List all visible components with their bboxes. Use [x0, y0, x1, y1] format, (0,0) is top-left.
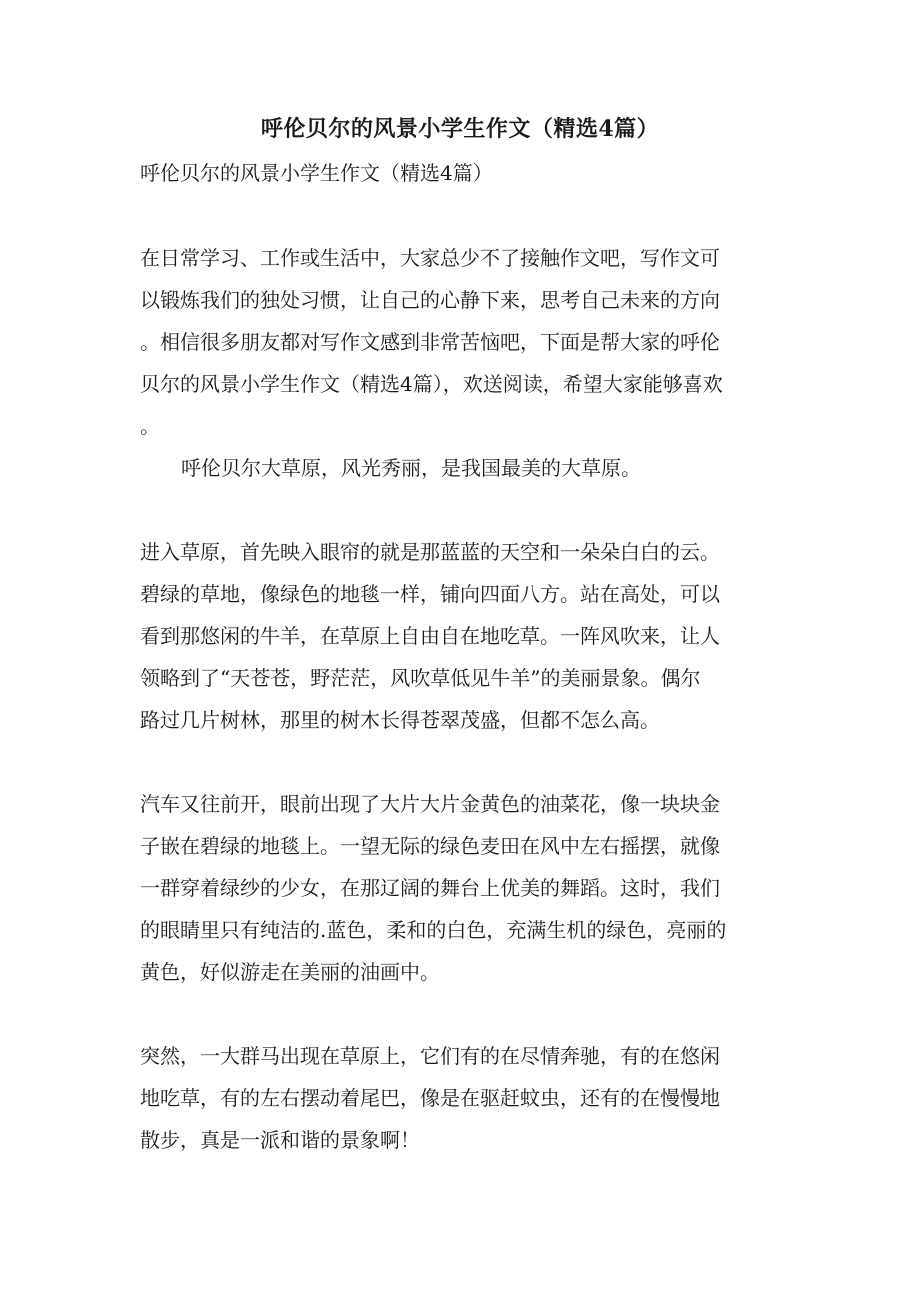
paragraph-1	[140, 447, 780, 489]
intro-line: 在日常学习、工作或生活中，大家总少不了接触作文吧，写作文可	[140, 246, 720, 270]
paragraph-line: 呼伦贝尔大草原，风光秀丽，是我国最美的大草原。	[181, 456, 641, 480]
paragraph-3	[140, 783, 780, 993]
intro-line: 。相信很多朋友都对写作文感到非常苦恼吧，下面是帮大家的呼伦	[140, 330, 720, 354]
intro-paragraph	[140, 237, 780, 447]
intro-line: 。	[140, 414, 160, 438]
paragraph-line: 看到那悠闲的牛羊，在草原上自由自在地吃草。一阵风吹来，让人	[140, 624, 720, 648]
paragraph-line: 散步，真是一派和谐的景象啊！	[140, 1128, 420, 1152]
paragraph-line: 的眼睛里只有纯洁的.蓝色，柔和的白色，充满生机的绿色，亮丽的	[140, 918, 727, 942]
paragraph-line: 子嵌在碧绿的地毯上。一望无际的绿色麦田在风中左右摇摆，就像	[140, 834, 720, 858]
paragraph-line: 汽车又往前开，眼前出现了大片大片金黄色的油菜花，像一块块金	[140, 792, 720, 816]
document-title: 呼伦贝尔的风景小学生作文（精选4篇）	[260, 116, 660, 142]
paragraph-line: 领略到了“天苍苍，野茫茫，风吹草低见牛羊”的美丽景象。偶尔	[140, 666, 701, 690]
paragraph-line: 地吃草，有的左右摆动着尾巴，像是在驱赶蚊虫，还有的在慢慢地	[140, 1086, 720, 1110]
intro-line: 以锻炼我们的独处习惯，让自己的心静下来，思考自己未来的方向	[140, 288, 720, 312]
paragraph-2	[140, 531, 780, 741]
paragraph-line: 路过几片树林，那里的树木长得苍翠茂盛，但都不怎么高。	[140, 708, 660, 732]
paragraph-line: 黄色，好似游走在美丽的油画中。	[140, 960, 440, 984]
paragraph-line: 突然，一大群马出现在草原上，它们有的在尽情奔驰，有的在悠闲	[140, 1044, 720, 1068]
paragraph-line: 一群穿着绿纱的少女，在那辽阔的舞台上优美的舞蹈。这时，我们	[140, 876, 720, 900]
intro-line: 贝尔的风景小学生作文（精选4篇），欢送阅读，希望大家能够喜欢	[140, 372, 723, 396]
document-subtitle: 呼伦贝尔的风景小学生作文（精选4篇）	[140, 161, 493, 185]
paragraph-line: 进入草原，首先映入眼帘的就是那蓝蓝的天空和一朵朵白白的云。	[140, 540, 720, 564]
paragraph-line: 碧绿的草地，像绿色的地毯一样，铺向四面八方。站在高处，可以	[140, 582, 720, 606]
paragraph-4	[140, 1035, 780, 1161]
